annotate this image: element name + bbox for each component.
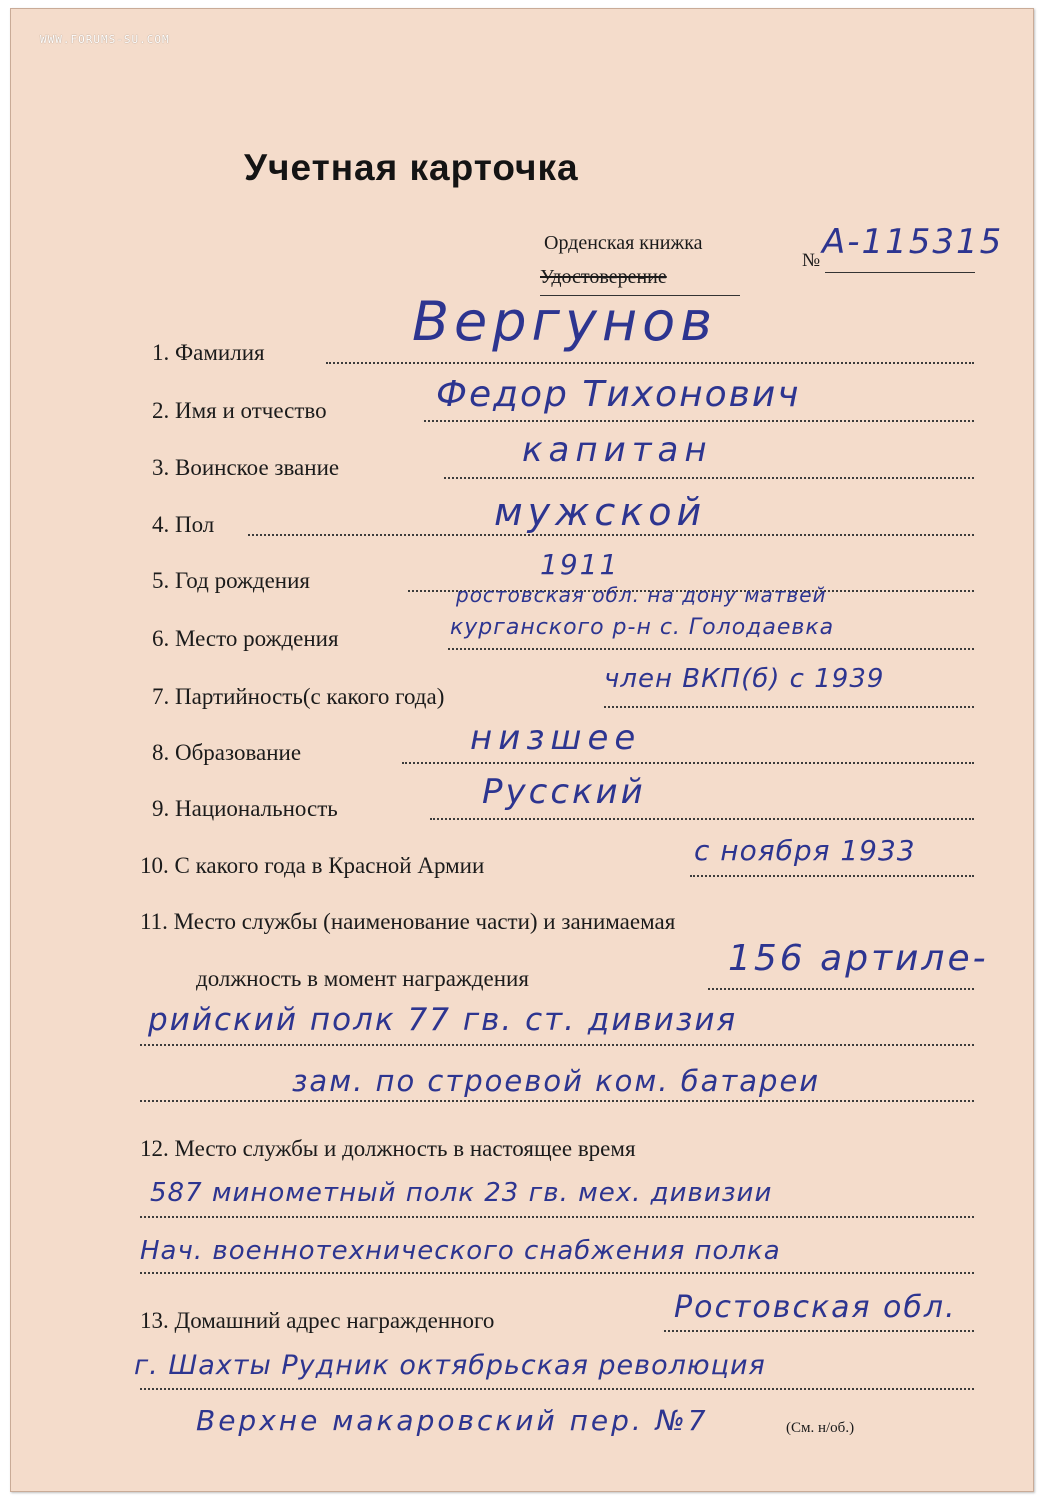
field-value-birthplace-2: курганского р-н с. Голодаевка: [450, 615, 835, 640]
see-reverse-note: (См. н/об.): [786, 1420, 855, 1436]
field-value-address-3: Верхне макаровский пер. №7: [196, 1404, 709, 1437]
field-label-sex: 4. Пол: [152, 512, 215, 537]
field-line-service-1: [708, 988, 974, 990]
field-label-party: 7. Партийность(с какого года): [152, 684, 445, 709]
field-value-service-1: 156 артиле-: [728, 938, 989, 979]
field-label-education: 8. Образование: [152, 740, 302, 765]
field-line-current-1: [140, 1216, 974, 1218]
field-line-nationality: [430, 818, 974, 820]
field-value-party: член ВКП(б) с 1939: [604, 664, 885, 694]
field-line-party: [604, 706, 974, 708]
field-line-birthplace: [448, 648, 974, 650]
field-line-education: [402, 762, 974, 764]
field-line-sex: [248, 534, 974, 536]
field-value-address-2: г. Шахты Рудник октябрьская революция: [134, 1350, 766, 1381]
document-type-label: Орденская книжка: [544, 232, 703, 254]
field-line-name: [424, 420, 974, 422]
field-value-birth-year: 1911: [540, 548, 620, 581]
field-line-surname: [326, 362, 974, 364]
number-underline: [825, 272, 975, 273]
field-value-name: Федор Тихонович: [436, 374, 801, 415]
field-value-army-since: с ноября 1933: [694, 834, 916, 867]
card-title: Учетная карточка: [244, 147, 579, 188]
watermark: WWW.FORUMS-SU.COM: [40, 33, 170, 46]
field-value-service-3: зам. по строевой ком. батареи: [292, 1064, 821, 1098]
field-value-rank: капитан: [522, 430, 713, 470]
field-value-nationality: Русский: [482, 772, 646, 812]
field-value-address-1: Ростовская обл.: [674, 1290, 957, 1325]
field-line-army-since: [690, 875, 974, 877]
field-value-current-1: 587 минометный полк 23 гв. мех. дивизии: [150, 1178, 773, 1208]
field-value-sex: мужской: [494, 490, 707, 534]
field-label-surname: 1. Фамилия: [152, 340, 265, 365]
document-number: А-115315: [822, 222, 1004, 262]
field-label-army-since: 10. С какого года в Красной Армии: [140, 853, 485, 878]
field-line-service-2: [140, 1044, 974, 1046]
field-label-nationality: 9. Национальность: [152, 796, 338, 821]
field-line-address-2: [140, 1388, 974, 1390]
field-value-service-2: рийский полк 77 гв. ст. дивизия: [148, 1002, 738, 1038]
field-label-name: 2. Имя и отчество: [152, 398, 327, 423]
field-value-current-2: Нач. военнотехнического снабжения полка: [140, 1236, 781, 1266]
field-value-education: низшее: [470, 718, 642, 758]
number-sign: №: [802, 250, 821, 271]
field-line-current-2: [140, 1272, 974, 1274]
field-label-birthplace: 6. Место рождения: [152, 626, 339, 651]
field-label-service-place: 11. Место службы (наименование части) и занимаемая: [140, 909, 676, 934]
field-label-service-place-2: должность в момент награждения: [196, 966, 529, 991]
field-value-surname: Вергунов: [412, 290, 718, 353]
crossed-out-label: Удостоверение: [540, 266, 667, 288]
field-label-birth-year: 5. Год рождения: [152, 568, 310, 593]
field-label-rank: 3. Воинское звание: [152, 455, 340, 480]
field-line-address-1: [664, 1330, 974, 1332]
field-label-home-address: 13. Домашний адрес награжденного: [140, 1308, 495, 1333]
field-value-birthplace-1: ростовская обл. на дону матвей: [456, 583, 827, 607]
field-line-rank: [444, 477, 974, 479]
field-line-service-3: [140, 1100, 974, 1102]
field-label-current-service: 12. Место службы и должность в настоящее время: [140, 1136, 636, 1161]
